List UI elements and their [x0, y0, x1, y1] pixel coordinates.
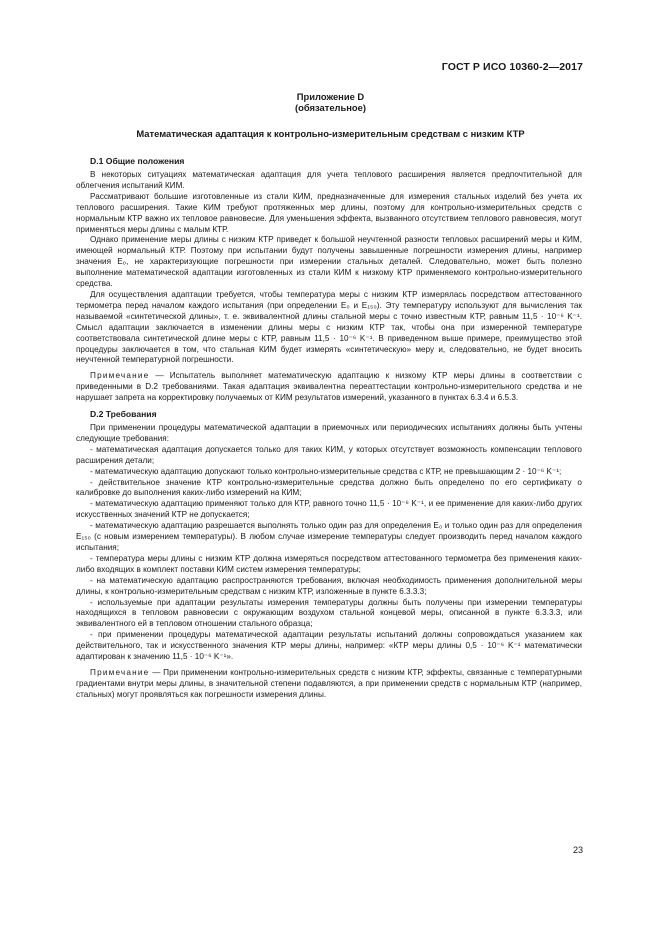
appendix-title: Математическая адаптация к контрольно-измерительным средствам с низким КТР — [136, 128, 525, 139]
document-code: ГОСТ Р ИСО 10360-2—2017 — [441, 61, 583, 73]
document-body — [76, 156, 582, 701]
note — [76, 668, 582, 701]
list-item: - математическая адаптация допускается только для таких КИМ, у которых отсутствует возможность компенсации теплового расширения детали; — [76, 444, 582, 465]
section-d1-title: D.1 Общие положения — [90, 156, 185, 166]
list-item: - используемые при адаптации результаты измерения температуры должны быть получены при измерении температуры находящихся в тепловом равновесии с окружающим воздухом стальной концевой меры, описанной в пункте 6.3.3.3, или эквивалентного ей в тепловом отношении стального образца; — [76, 597, 582, 629]
list-item: - математическую адаптацию допускают только контрольно-измерительные средства с КТР, не превышающим 2 · 10⁻⁶ K⁻¹; — [90, 466, 562, 476]
list-item: - при применении процедуры математической адаптации результаты испытаний должны сопровождаться указанием как действительного, так и искусственного значения КТР меры длины, например: «КТР меры длины 0,5 · 10⁻⁶ K⁻¹ математически адаптирован к значению 11,5 · 10⁻⁶ K⁻¹». — [76, 630, 582, 662]
note-text: — Испытатель выполняет математическую адаптацию к низкому КТР меры длины в соответствии с приведенными в D.2 требованиями. Такая адаптация эквивалентна переаттестации контрольно-измерительного средства и не нарушает запрета на корректировку получаемых от КИМ результатов измерений, указанного в пунктах 6.3.4 и 6.5.3. — [76, 371, 582, 403]
note-label: Примечание — [90, 371, 150, 381]
paragraph: Однако применение меры длины с низким КТР приведет к большой неучтенной разности тепловых расширений меры и КИМ, имеющей нормальный КТР. Поэтому при испытании будут получены завышенные погрешности измерения длины, например значения E₀, не характеризующие погрешности при измерении стальных деталей. Следовательно, может быть полезно выполнение математической адаптации изготовленных из стали КИМ к низкому КТР применяемого контрольно-измерительного средства. — [76, 235, 582, 289]
page-number: 23 — [572, 845, 583, 855]
note-label: Примечание — [90, 667, 150, 677]
list-item: - математическую адаптацию применяют только для КТР, равного точно 11,5 · 10⁻⁶ K⁻¹, и ее применение для каких-либо других искусственных значений КТР не допускается; — [76, 499, 582, 520]
list-item: - на математическую адаптацию распространяются требования, включая необходимость применения дополнительной меры длины, к контрольно-измерительным средствам с низким КТР, изложенные в пункте 6.3.3.3; — [76, 575, 582, 596]
paragraph: Для осуществления адаптации требуется, чтобы температура меры с низким КТР измерялась посредством аттестованного термометра перед началом каждого испытания (при определении E₀ и E₁₅₀). Эту температуру используют для вычисления так называемой «синтетической длины», т. е. эквивалентной длины стальной меры с точно известным КТР, равным 11,5 · 10⁻⁶ K⁻¹. Смысл адаптации заключается в изменении длины меры с низким КТР так, чтобы она при измеренной температуре соответствовала синтетической длине меры с КТР, равным 11,5 · 10⁻⁶ K⁻¹. В приведенном выше примере, преимущество этой процедуры заключается в том, что стальная КИМ будет измерять «синтетическую» меру и, следовательно, не будет вносить неучтенной температурной погрешности. — [76, 289, 582, 365]
paragraph: В некоторых ситуациях математическая адаптация для учета теплового расширения является предпочтительной для облегчения испытаний КИМ. — [76, 170, 582, 190]
note — [76, 371, 582, 404]
list-item: - температура меры длины с низким КТР должна измеряться посредством аттестованного термометра без применения каких-либо входящих в комплект поставки КИМ систем измерения температуры; — [76, 553, 582, 574]
appendix-label: Приложение D — [296, 91, 365, 102]
list-item: - математическую адаптацию разрешается выполнять только один раз для определения E₀ и только один раз для определения E₁₅₀ (с новым измерением температуры). В любом случае измерение температуры следует производить перед началом каждого испытания; — [76, 521, 582, 552]
note-text: — При применении контрольно-измерительных средств с низким КТР, эффекты, связанные с температурными градиентами внутри меры длины, в значительной степени подавляются, а при применении средств с нормальным КТР (например, стальных) могут проявляться как погрешности измерения длины. — [76, 667, 582, 699]
appendix-heading — [0, 91, 661, 113]
paragraph: Рассматривают большие изготовленные из стали КИМ, предназначенные для измерения стальных изделий без учета их теплового расширения. Такие КИМ требуют протяженных мер длины, поэтому для контрольно-измерительных средств с нормальным КТР важно их тепловое равновесие. Для уменьшения эффекта, вызванного отсутствием теплового равновесия, могут применяться меры длины с малым КТР. — [76, 191, 582, 234]
list-item: - действительное значение КТР контрольно-измерительные средства должно быть определено по его сертификату о калибровке до выполнения каких-либо измерений на КИМ; — [76, 477, 582, 498]
section-d2-title: D.2 Требования — [90, 409, 157, 420]
paragraph: При применении процедуры математической адаптации в приемочных или периодических испытаниях должны быть учтены следующие требования: — [76, 423, 582, 443]
appendix-status: (обязательное) — [295, 102, 366, 113]
